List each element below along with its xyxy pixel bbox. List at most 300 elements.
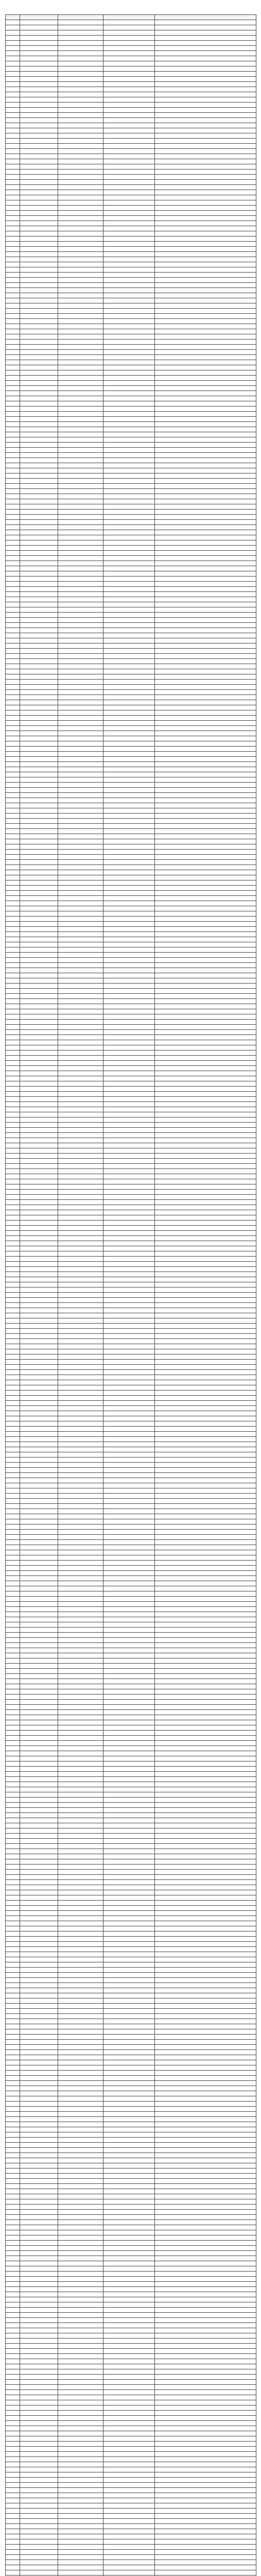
county-cell [103,288,155,293]
county-cell [103,2539,155,2545]
county-cell [103,1406,155,1411]
city-cell [58,1421,103,1427]
table-row [6,1458,256,1463]
table-row [6,1571,256,1576]
city-cell [58,159,103,164]
county-cell [103,319,155,324]
site-name-cell [155,2251,256,2256]
table-row [6,443,256,448]
site-name-cell [155,1251,256,1257]
county-cell [103,896,155,901]
region-cell [20,860,58,865]
city-cell [58,376,103,381]
table-row [6,917,256,922]
row-number-cell [6,391,20,396]
table-row [6,654,256,659]
site-name-cell [155,1746,256,1751]
site-name-cell [155,443,256,448]
row-number-cell [6,1798,20,1803]
county-cell [103,200,155,206]
city-cell [58,1097,103,1102]
region-cell [20,427,58,432]
row-number-cell [6,721,20,726]
site-name-cell [155,2462,256,2467]
site-name-cell [155,1133,256,1138]
city-cell [58,1375,103,1380]
region-cell [20,41,58,46]
region-cell [20,1921,58,1926]
table-row [6,865,256,870]
site-name-cell [155,1638,256,1643]
site-name-cell [155,2241,256,2246]
row-number-cell [6,1318,20,1324]
row-number-cell [6,1035,20,1040]
table-row [6,1983,256,1988]
city-cell [58,1772,103,1777]
table-row [6,2102,256,2107]
city-cell [58,2168,103,2174]
city-cell [58,577,103,582]
city-cell [58,649,103,654]
site-name-cell [155,2158,256,2163]
site-name-cell [155,1313,256,1318]
city-cell [58,2503,103,2509]
site-name-cell [155,1834,256,1839]
city-cell [58,1725,103,1731]
site-name-cell [155,494,256,499]
table-row [6,1339,256,1344]
county-cell [103,1200,155,1205]
row-number-cell [6,1087,20,1092]
county-cell [103,1988,155,1993]
region-cell [20,1715,58,1720]
table-row [6,1360,256,1365]
county-cell [103,1107,155,1112]
site-name-cell [155,2019,256,2024]
city-cell [58,1756,103,1761]
county-cell [103,2375,155,2380]
city-cell [58,839,103,844]
region-cell [20,1303,58,1308]
table-row [6,1540,256,1545]
site-name-cell [155,1143,256,1148]
row-number-cell [6,1854,20,1859]
city-cell [58,479,103,484]
column-header [6,15,20,20]
row-number-cell [6,2292,20,2297]
row-number-cell [6,2442,20,2447]
region-cell [20,2400,58,2405]
region-cell [20,1102,58,1107]
row-number-cell [6,1437,20,1442]
county-cell [103,303,155,309]
table-row [6,525,256,530]
county-cell [103,886,155,891]
city-cell [58,829,103,834]
site-name-cell [155,2009,256,2014]
row-number-cell [6,1416,20,1421]
county-cell [103,716,155,721]
county-cell [103,2323,155,2328]
city-cell [58,1293,103,1298]
site-name-cell [155,504,256,510]
site-name-cell [155,741,256,747]
table-row [6,2529,256,2534]
table-row [6,2014,256,2019]
row-number-cell [6,2081,20,2086]
county-cell [103,613,155,618]
region-cell [20,1519,58,1524]
table-row [6,546,256,551]
city-cell [58,1411,103,1416]
table-row [6,1901,256,1906]
table-row [6,2416,256,2421]
site-name-cell [155,1092,256,1097]
table-row [6,504,256,510]
table-row [6,1071,256,1076]
row-number-cell [6,2514,20,2519]
county-cell [103,808,155,814]
row-number-cell [6,2065,20,2071]
table-row [6,82,256,87]
county-cell [103,448,155,453]
site-name-cell [155,1540,256,1545]
city-cell [58,1818,103,1823]
region-cell [20,2272,58,2277]
region-cell [20,525,58,530]
region-cell [20,1071,58,1076]
site-name-cell [155,185,256,190]
county-cell [103,1014,155,1020]
region-cell [20,2498,58,2503]
region-cell [20,2405,58,2411]
region-cell [20,2256,58,2261]
site-name-cell [155,329,256,334]
table-row [6,989,256,994]
region-cell [20,1112,58,1117]
site-name-cell [155,499,256,504]
region-cell [20,783,58,788]
county-cell [103,2545,155,2550]
site-name-cell [155,175,256,180]
table-row [6,1736,256,1741]
site-name-cell [155,61,256,66]
row-number-cell [6,674,20,680]
city-cell [58,1195,103,1200]
county-cell [103,999,155,1004]
region-cell [20,2045,58,2050]
county-cell [103,1329,155,1334]
row-number-cell [6,1458,20,1463]
city-cell [58,633,103,638]
site-name-cell [155,396,256,401]
city-cell [58,1674,103,1679]
table-row [6,1401,256,1406]
site-name-cell [155,1324,256,1329]
region-cell [20,453,58,458]
county-cell [103,587,155,592]
county-cell [103,1334,155,1339]
table-row [6,175,256,180]
site-name-cell [155,2096,256,2102]
table-row [6,1911,256,1916]
row-number-cell [6,2452,20,2457]
site-name-cell [155,2364,256,2369]
county-cell [103,334,155,340]
county-cell [103,1499,155,1504]
region-cell [20,1803,58,1808]
region-cell [20,628,58,633]
region-cell [20,649,58,654]
table-row [6,2107,256,2112]
county-cell [103,2565,155,2570]
row-number-cell [6,566,20,571]
row-number-cell [6,757,20,762]
city-cell [58,824,103,829]
region-cell [20,56,58,61]
table-row [6,520,256,525]
city-cell [58,2153,103,2158]
table-row [6,1246,256,1251]
region-cell [20,1870,58,1875]
site-name-cell [155,937,256,942]
county-cell [103,1066,155,1071]
row-number-cell [6,1133,20,1138]
table-row [6,417,256,422]
county-cell [103,829,155,834]
region-cell [20,2323,58,2328]
region-cell [20,1993,58,1998]
row-number-cell [6,1303,20,1308]
table-row [6,571,256,577]
row-number-cell [6,1349,20,1354]
table-row [6,1190,256,1195]
table-row [6,1483,256,1488]
city-cell [58,288,103,293]
city-cell [58,855,103,860]
table-row [6,2132,256,2138]
region-cell [20,1555,58,1561]
table-row [6,2153,256,2158]
county-cell [103,2478,155,2483]
county-cell [103,216,155,221]
table-row [6,906,256,911]
site-name-cell [155,2050,256,2055]
site-name-cell [155,2122,256,2127]
county-cell [103,82,155,87]
county-cell [103,1530,155,1535]
county-cell [103,2009,155,2014]
row-number-cell [6,1530,20,1535]
county-cell [103,726,155,731]
region-cell [20,643,58,649]
row-number-cell [6,1267,20,1272]
site-name-cell [155,319,256,324]
table-row [6,530,256,535]
region-cell [20,2235,58,2241]
table-row [6,561,256,566]
region-cell [20,1030,58,1035]
site-name-cell [155,1035,256,1040]
county-cell [103,2509,155,2514]
city-cell [58,1715,103,1720]
region-cell [20,1772,58,1777]
site-name-cell [155,1076,256,1081]
city-cell [58,1427,103,1432]
site-name-cell [155,1190,256,1195]
site-name-cell [155,1087,256,1092]
table-row [6,535,256,540]
site-name-cell [155,144,256,149]
city-cell [58,1287,103,1293]
region-cell [20,1056,58,1061]
city-cell [58,1231,103,1236]
city-cell [58,2385,103,2390]
city-cell [58,2102,103,2107]
county-cell [103,1391,155,1396]
city-cell [58,1251,103,1257]
table-row [6,1432,256,1437]
row-number-cell [6,1962,20,1968]
region-cell [20,1658,58,1664]
site-name-cell [155,2277,256,2282]
table-row [6,592,256,597]
row-number-cell [6,1751,20,1756]
table-row [6,1334,256,1339]
row-number-cell [6,1931,20,1937]
site-name-cell [155,1421,256,1427]
region-cell [20,1978,58,1983]
county-cell [103,1020,155,1025]
county-cell [103,1117,155,1123]
region-cell [20,1447,58,1452]
city-cell [58,2467,103,2472]
region-cell [20,515,58,520]
region-cell [20,1143,58,1148]
site-name-cell [155,1849,256,1854]
county-cell [103,1231,155,1236]
site-name-cell [155,1081,256,1087]
row-number-cell [6,262,20,267]
row-number-cell [6,2431,20,2436]
county-cell [103,551,155,556]
region-cell [20,880,58,886]
county-cell [103,2096,155,2102]
row-number-cell [6,133,20,139]
city-cell [58,2472,103,2478]
city-cell [58,1179,103,1184]
region-cell [20,180,58,185]
row-number-cell [6,2400,20,2405]
county-cell [103,2158,155,2163]
city-cell [58,1365,103,1370]
table-row [6,597,256,602]
city-cell [58,1040,103,1045]
row-number-cell [6,1581,20,1586]
site-name-cell [155,1535,256,1540]
site-name-cell [155,2338,256,2344]
table-row [6,551,256,556]
region-cell [20,1942,58,1947]
table-row [6,1097,256,1102]
row-number-cell [6,329,20,334]
row-number-cell [6,649,20,654]
site-name-cell [155,793,256,798]
table-row [6,1643,256,1648]
row-number-cell [6,1257,20,1262]
city-cell [58,1854,103,1859]
city-cell [58,1597,103,1602]
region-cell [20,1669,58,1674]
table-row [6,221,256,226]
city-cell [58,77,103,82]
region-cell [20,206,58,211]
table-row [6,886,256,891]
region-cell [20,159,58,164]
city-cell [58,999,103,1004]
city-cell [58,1349,103,1354]
county-cell [103,396,155,401]
row-number-cell [6,973,20,978]
county-cell [103,2344,155,2349]
site-name-cell [155,1978,256,1983]
region-cell [20,1761,58,1767]
county-cell [103,659,155,664]
row-number-cell [6,1050,20,1056]
table-row [6,1396,256,1401]
row-number-cell [6,1190,20,1195]
region-cell [20,1349,58,1354]
region-cell [20,1839,58,1844]
row-number-cell [6,1432,20,1437]
table-row [6,1365,256,1370]
county-cell [103,2277,155,2282]
county-cell [103,654,155,659]
city-cell [58,2400,103,2405]
city-cell [58,618,103,623]
region-cell [20,1628,58,1633]
row-number-cell [6,855,20,860]
site-name-cell [155,2416,256,2421]
region-cell [20,1087,58,1092]
row-number-cell [6,808,20,814]
site-name-cell [155,1519,256,1524]
region-cell [20,2122,58,2127]
city-cell [58,154,103,159]
table-row [6,1684,256,1689]
city-cell [58,1494,103,1499]
site-name-cell [155,597,256,602]
county-cell [103,669,155,674]
region-cell [20,1998,58,2004]
row-number-cell [6,365,20,370]
region-cell [20,463,58,468]
city-cell [58,2096,103,2102]
county-cell [103,170,155,175]
city-cell [58,870,103,875]
region-cell [20,1370,58,1375]
county-cell [103,231,155,236]
county-cell [103,1030,155,1035]
site-name-cell [155,1210,256,1215]
site-name-cell [155,710,256,716]
row-number-cell [6,530,20,535]
city-cell [58,1720,103,1725]
row-number-cell [6,231,20,236]
county-cell [103,1849,155,1854]
city-cell [58,2210,103,2215]
city-cell [58,422,103,427]
